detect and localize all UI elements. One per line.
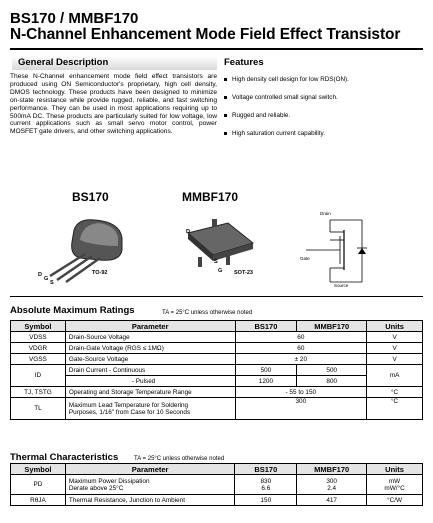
mmbf170-pin-s: S	[214, 259, 218, 265]
abs-max-title: Absolute Maximum Ratings	[10, 305, 135, 316]
mosfet-schematic-icon	[300, 210, 400, 290]
table-row: VDSS Drain-Source Voltage 60 V	[11, 332, 423, 343]
col-mmbf170: MMBF170	[297, 321, 367, 332]
mmbf170-pin-d: D	[186, 229, 190, 235]
thermal-title: Thermal Characteristics	[10, 452, 119, 463]
col-bs170: BS170	[235, 464, 297, 475]
sot23-package-icon	[178, 215, 263, 275]
to92-package-icon	[40, 210, 135, 285]
bs170-pin-d: D	[38, 272, 42, 278]
table-row: VDGR Drain-Gate Voltage (RGS ≤ 1MΩ) 60 V	[11, 343, 423, 354]
schematic-gate-label: Gate	[300, 256, 310, 261]
general-description-text: These N-Channel enhancement mode field effect transistors are produced using ON Semiconductor's proprietary, high cell density, DMOS technology. These products have been designed to minimize on-state resistance while provide rugged, reliable, and fast switching performance. They can be used in most applications requiring up to 500mA DC. These products are particularly suited for low voltage, low current applications such as small servo motor control, power MOSFET gate drivers, and other switching applications.	[10, 73, 217, 136]
table-row: - Pulsed 1200 800	[11, 376, 423, 387]
thermal-note: TA = 25°C unless otherwise noted	[134, 456, 225, 462]
feature-item: High density cell design for low RDS(ON).	[224, 76, 424, 94]
title-divider	[10, 48, 423, 50]
table-row: VGSS Gate-Source Voltage ± 20 V	[11, 354, 423, 365]
schematic-source-label: Source	[334, 283, 349, 288]
bs170-label: BS170	[72, 190, 109, 204]
table-row: TL Maximum Lead Temperature for Soldering Purposes, 1/16" from Case for 10 Seconds 300 °C	[11, 398, 423, 420]
col-symbol: Symbol	[11, 321, 66, 332]
col-mmbf170: MMBF170	[297, 464, 367, 475]
table-row: TJ, TSTG Operating and Storage Temperature Range - 55 to 150 °C	[11, 387, 423, 398]
table-row: ID Drain Current - Continuous 500 500 mA	[11, 365, 423, 376]
bs170-pin-s: S	[50, 280, 54, 286]
table-row: RθJA Thermal Resistance, Junction to Ambient 150 417 °C/W	[11, 495, 423, 506]
col-units: Units	[367, 321, 423, 332]
abs-max-divider	[10, 296, 423, 297]
col-parameter: Parameter	[65, 321, 235, 332]
mmbf170-pin-g: G	[218, 268, 223, 274]
feature-item: Voltage controlled small signal switch.	[224, 94, 424, 112]
schematic-drain-label: Drain	[320, 211, 331, 216]
device-subtitle: N-Channel Enhancement Mode Field Effect Transistor	[10, 26, 401, 43]
thermal-table	[10, 463, 423, 506]
table-header-row	[11, 464, 423, 475]
feature-item: Rugged and reliable.	[224, 112, 424, 130]
col-units: Units	[367, 464, 423, 475]
mmbf170-label: MMBF170	[182, 190, 239, 204]
col-parameter: Parameter	[65, 464, 235, 475]
table-header-row	[11, 321, 423, 332]
abs-max-note: TA = 25°C unless otherwise noted	[162, 310, 253, 316]
bs170-pin-g: G	[44, 276, 49, 282]
sot23-package-name: SOT-23	[234, 270, 253, 276]
to92-package-name: TO-92	[92, 270, 108, 276]
features-heading: Features	[224, 57, 264, 68]
part-title: BS170 / MMBF170	[10, 10, 139, 27]
features-list	[224, 76, 424, 148]
col-symbol: Symbol	[11, 464, 66, 475]
feature-item: High saturation current capability.	[224, 130, 424, 148]
general-description-heading: General Description	[12, 56, 217, 70]
abs-max-table	[10, 320, 423, 420]
col-bs170: BS170	[235, 321, 297, 332]
table-row: PD Maximum Power Dissipation Derate above 25°C 830 6.6 300 2.4 mW mW/°C	[11, 475, 423, 495]
